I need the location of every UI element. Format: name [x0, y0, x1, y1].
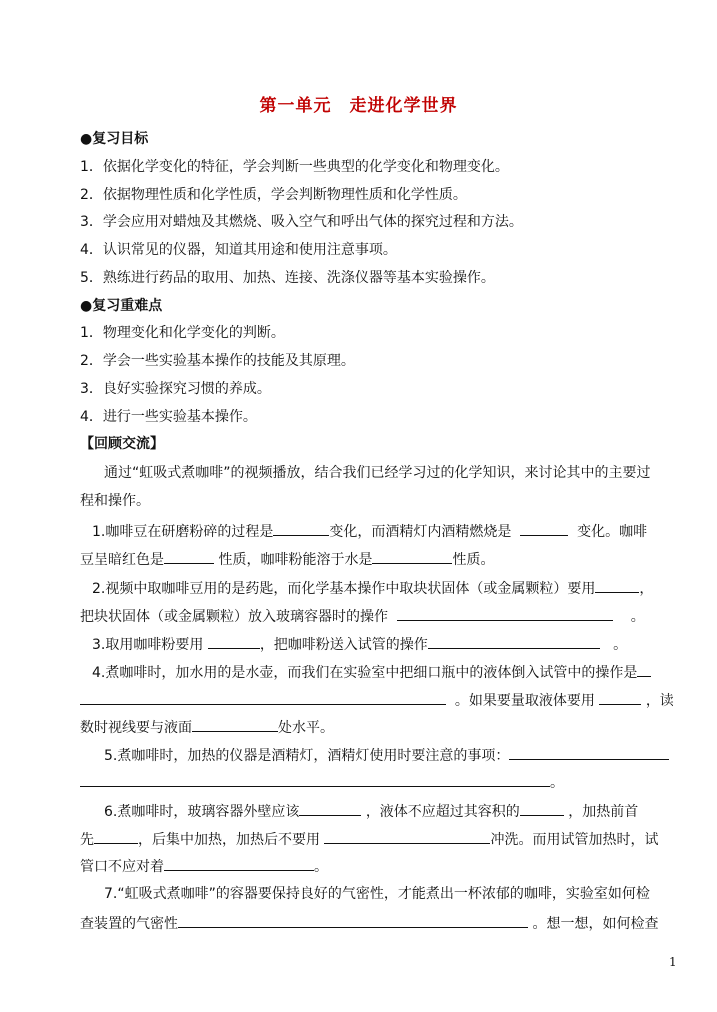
focus-item: 4．进行一些实验基本操作。	[80, 409, 257, 425]
question-2-line-1: 2.视频中取咖啡豆用的是药匙，而化学基本操作中取块状固体（或金属颗粒）要用 ，	[92, 577, 702, 599]
question-4-line-2: 。如果要量取液体要用 ，读	[80, 689, 690, 711]
review-heading: 【回顾交流】	[80, 436, 164, 452]
question-5-line-1: 5.煮咖啡时，加热的仪器是酒精灯，酒精灯使用时要注意的事项：	[104, 744, 714, 766]
answer-blank[interactable]	[80, 689, 446, 705]
answer-blank[interactable]	[164, 855, 314, 871]
question-1-line-1: 1.咖啡豆在研磨粉碎的过程是 变化，而酒精灯内酒精燃烧是 变化。咖啡	[92, 520, 702, 542]
focus-item: 3．良好实验探究习惯的养成。	[80, 381, 271, 397]
focus-item: 1．物理变化和化学变化的判断。	[80, 325, 285, 341]
goal-item: 5．熟练进行药品的取用、加热、连接、洗涤仪器等基本实验操作。	[80, 270, 495, 286]
answer-blank[interactable]	[599, 689, 641, 705]
answer-blank[interactable]	[520, 800, 564, 816]
answer-blank[interactable]	[208, 633, 260, 649]
focus-heading: ●复习重难点	[80, 298, 163, 314]
question-6-line-3: 管口不应对着 。	[80, 855, 690, 877]
question-7-line-2: 查装置的气密性 。想一想，如何检查	[80, 912, 690, 934]
question-6-line-2: 先 ，后集中加热，加热后不要用 冲洗。而用试管加热时，试	[80, 828, 690, 850]
answer-blank[interactable]	[80, 771, 550, 787]
question-2-line-2: 把块状固体（或金属颗粒）放入玻璃容器时的操作 。	[80, 605, 690, 627]
goals-heading: ●复习目标	[80, 131, 149, 147]
answer-blank[interactable]	[164, 548, 214, 564]
page-title: 第一单元 走进化学世界	[259, 96, 458, 116]
answer-blank[interactable]	[273, 520, 329, 536]
answer-blank[interactable]	[428, 633, 600, 649]
answer-blank[interactable]	[94, 828, 138, 844]
answer-blank[interactable]	[397, 605, 613, 621]
question-5-line-2: 。	[80, 771, 690, 793]
goal-item: 1．依据化学变化的特征，学会判断一些典型的化学变化和物理变化。	[80, 159, 509, 175]
intro-line: 程和操作。	[80, 493, 150, 509]
answer-blank[interactable]	[520, 520, 568, 536]
answer-blank[interactable]	[299, 800, 361, 816]
focus-item: 2．学会一些实验基本操作的技能及其原理。	[80, 353, 355, 369]
goal-item: 4．认识常见的仪器，知道其用途和使用注意事项。	[80, 242, 397, 258]
goal-item: 2．依据物理性质和化学性质，学会判断物理性质和化学性质。	[80, 187, 467, 203]
question-4-line-3: 数时视线要与液面 处水平。	[80, 716, 690, 738]
answer-blank[interactable]	[509, 744, 669, 760]
question-4-line-1: 4.煮咖啡时，加水用的是水壶，而我们在实验室中把细口瓶中的液体倒入试管中的操作是	[92, 661, 702, 683]
answer-blank[interactable]	[324, 828, 490, 844]
question-6-line-1: 6.煮咖啡时，玻璃容器外壁应该 ，液体不应超过其容积的 ，加热前首	[104, 800, 714, 822]
question-1-line-2: 豆呈暗红色是 性质，咖啡粉能溶于水是 性质。	[80, 548, 690, 570]
goal-item: 3．学会应用对蜡烛及其燃烧、吸入空气和呼出气体的探究过程和方法。	[80, 214, 523, 230]
question-7-line-1: 7.“虹吸式煮咖啡”的容器要保持良好的气密性，才能煮出一杯浓郁的咖啡，实验室如何检	[104, 886, 650, 902]
answer-blank[interactable]	[372, 548, 452, 564]
answer-blank[interactable]	[595, 577, 639, 593]
answer-blank[interactable]	[637, 661, 651, 677]
answer-blank[interactable]	[192, 716, 278, 732]
page-number: 1	[669, 955, 677, 969]
answer-blank[interactable]	[178, 912, 528, 928]
intro-line: 通过“虹吸式煮咖啡”的视频播放，结合我们已经学习过的化学知识，来讨论其中的主要过	[104, 465, 651, 481]
question-3: 3.取用咖啡粉要用 ，把咖啡粉送入试管的操作 。	[92, 633, 702, 655]
